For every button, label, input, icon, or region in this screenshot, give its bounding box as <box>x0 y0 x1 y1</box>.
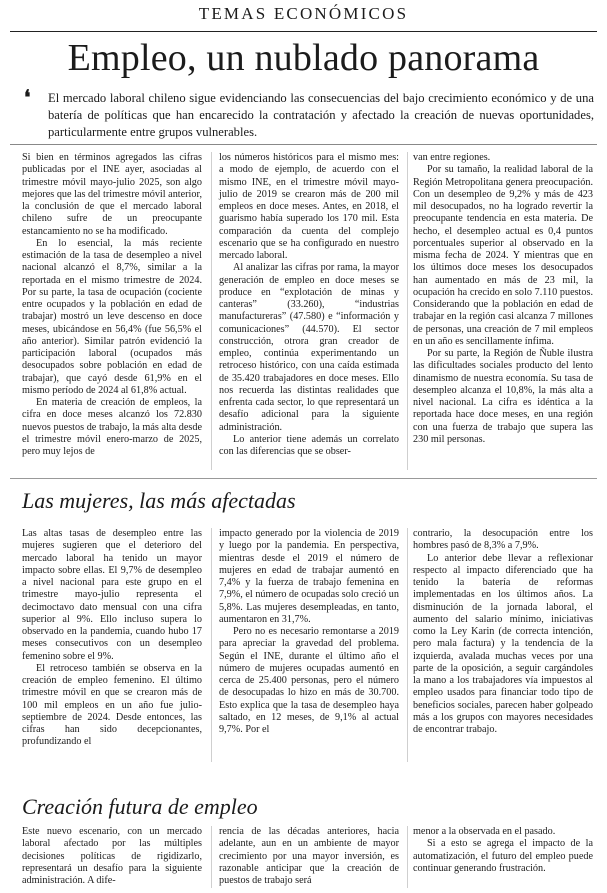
section-label: TEMAS ECONÓMICOS <box>198 4 409 23</box>
paragraph: Si a esto se agrega el impacto de la automatización, el futuro del empleo puede continuar generando frustración. <box>413 838 593 874</box>
paragraph: Este nuevo escenario, con un mercado laboral afectado por las múltiples decisiones políticas de rigidizarlo, representará un desafío para la siguiente administración. A dife- <box>22 826 202 886</box>
paragraph: Lo anterior debe llevar a reflexionar respecto al impacto diferenciado que ha tenido la batería de reformas implementadas en los últimos años. La disminución de la jornada laboral, el aumento del salario mínimo, iniciativas como la Ley Karin (de correcta intención, pero mala factura) y la tendencia de la izquierda, avalada muchas veces por una parte de la oposición, a seguir cargándoles la mano a los trabajadores vía impuestos al empleo usados para financiar todo tipo de beneficios sociales, parecen haber golpeado más a los grupos con mayores necesidades de encontrar trabajo. <box>413 552 593 735</box>
column-divider <box>407 826 408 888</box>
article3-column-3 <box>413 826 593 875</box>
paragraph: van entre regiones. <box>413 152 491 163</box>
lead-paragraph: El mercado laboral chileno sigue evidenciando las consecuencias del bajo crecimiento económico y de una batería de políticas que han encarecido la contratación y afectado la creación de nuevas oportunidades, particularmente entre grupos vulnerables. <box>48 91 594 139</box>
article1-column-1 <box>22 152 202 458</box>
paragraph: El retroceso también se observa en la creación de empleo femenino. El último trimestre móvil en que se crearon más de 100 mil empleos en un año fue julio-septiembre de 2024. Desde entonces, las cifras han sido decepcionantes, profundizando el <box>22 662 202 748</box>
paragraph: Las altas tasas de desempleo entre las mujeres sugieren que el deterioro del mercado laboral ha tenido un mayor impacto sobre ellas. El 9,7% de desempleo a nivel nacional para este grupo en el trimestre mayo-julio representa el decimoctavo dato mensual con una cifra superior al 9%. Ello incluso supera lo observado en la pandemia, cuando hubo 17 meses consecutivos con un desempleo femenino sobre el 9%. <box>22 528 202 662</box>
paragraph: los números históricos para el mismo mes: a modo de ejemplo, de acuerdo con el mismo INE, en el trimestre móvil mayo-julio de 2019 se crearon más de 200 mil empleos en doce meses. Antes, en 2018, el guarismo había superado los 170 mil. Esta comparación da cuenta del complejo escenario que se ha configurado en nuestro mercado laboral. <box>219 152 399 261</box>
subheading-future: Creación futura de empleo <box>22 794 258 819</box>
article2-column-3 <box>413 528 593 736</box>
section-divider <box>10 478 597 479</box>
article1-column-2 <box>219 152 399 458</box>
paragraph: Lo anterior tiene además un correlato con las diferencias que se obser- <box>219 433 399 457</box>
paragraph: Si bien en términos agregados las cifras publicadas por el INE ayer, asociadas al trimestre móvil mayo-julio 2025, son algo mejores que las del trimestre móvil anterior, la conclusión de que el mercado laboral chileno sufre de un preocupante estancamiento no se ha modificado. <box>22 152 202 237</box>
paragraph: En lo esencial, la más reciente estimación de la tasa de desempleo a nivel nacional alcanzó el 8,7%, similar a la reportada en el mismo trimestre de 2024. Por su parte, la tasa de ocupación (cociente entre ocupados y la población en edad de trabajar) mostró un leve descenso en doce meses, ubicándose en 56,4% (fue 56,5% el año anterior). Similar patrón evidenció la participación laboral (ocupados más desocupados sobre población en edad de trabajar), que cayó desde 61,9% en el mismo período de 2024 al 61,8% actual. <box>22 237 202 396</box>
lead-divider <box>10 144 597 145</box>
column-divider <box>407 152 408 470</box>
column-divider <box>211 152 212 470</box>
paragraph: Pero no es necesario remontarse a 2019 para apreciar la gravedad del problema. Según el INE, durante el último año el número de mujeres ocupadas aumentó en cerca de 25.400 personas, pero el número de desocupadas lo hizo en más de 30.700. Esto explica que la tasa de desempleo haya saltado, en 12 meses, de 9,1% al actual 9,7%. Por el <box>219 626 399 735</box>
article3-column-2 <box>219 826 399 887</box>
article1-column-3 <box>413 152 593 446</box>
section-rule <box>10 31 597 32</box>
article2-column-1 <box>22 528 202 749</box>
paragraph: menor a la observada en el pasado. <box>413 826 556 837</box>
column-divider <box>211 826 212 888</box>
article2-column-2 <box>219 528 399 736</box>
article3-column-1 <box>22 826 202 887</box>
paragraph: rencia de las décadas anteriores, hacia adelante, aun en un ambiente de mayor crecimiento por una mayor inversión, es razonable anticipar que la creación de puestos de trabajo será <box>219 826 399 886</box>
paragraph: Por su tamaño, la realidad laboral de la Región Metropolitana genera preocupación. Con un desempleo de 9,2% y más de 423 mil desocupados, no ha logrado revertir la preocupante tendencia en esta materia. De hecho, el desempleo actual es 0,4 puntos porcentuales superior al observado en la misma fecha de 2024. Y mientras que en los últimos doce meses los desocupados han aumentado en más de 23 mil, la ocupación ha crecido en solo 7.110 puestos. Considerando que la población en edad de trabajar en la región casi alcanza 7 millones de personas, una creación de 7 mil empleos en un año es sencillamente ínfima. <box>413 164 593 347</box>
lead-marker-icon: ❛ <box>24 87 31 109</box>
paragraph: En materia de creación de empleos, la cifra en doce meses alcanzó los 72.830 nuevos puestos de trabajo, la más alta desde el trimestre móvil enero-marzo de 2025, pero muy lejos de <box>22 397 202 457</box>
column-divider <box>407 528 408 762</box>
paragraph: Por su parte, la Región de Ñuble ilustra las dificultades sociales producto del lento dinamismo de nuestra economía. Su tasa de desempleo alcanza el 10,8%, la más alta a nivel nacional. La cifra es idéntica a la reportada hace doce meses, en una región con una fuerza de trabajo que supera las 230 mil personas. <box>413 348 593 445</box>
paragraph: contrario, la desocupación entre los hombres pasó de 8,3% a 7,9%. <box>413 528 593 552</box>
subheading-women: Las mujeres, las más afectadas <box>22 488 296 513</box>
column-divider <box>211 528 212 762</box>
paragraph: Al analizar las cifras por rama, la mayor generación de empleo en doce meses se produce en “explotación de minas y canteras” (33.260), “industrias manufactureras” (47.580) e “información y comunicaciones” (44.570). El sector construcción, otrora gran creador de empleo, continúa experimentando un retroceso histórico, con una caída estimada de 35.420 trabajadores en doce meses. Ello nos recuerda las distintas realidades que enfrenta cada sector, lo que representará un desafío adicional para la siguiente administración. <box>219 262 399 433</box>
paragraph: impacto generado por la violencia de 2019 y luego por la pandemia. En perspectiva, mientras desde el 2019 el número de mujeres en edad de trabajar aumentó en 7,4% y la fuerza de trabajo femenina en 7,9%, el número de ocupadas solo creció un 5,8%. Las mujeres desempleadas, en tanto, aumentaron en 31,7%. <box>219 528 399 625</box>
headline: Empleo, un nublado panorama <box>67 37 540 79</box>
